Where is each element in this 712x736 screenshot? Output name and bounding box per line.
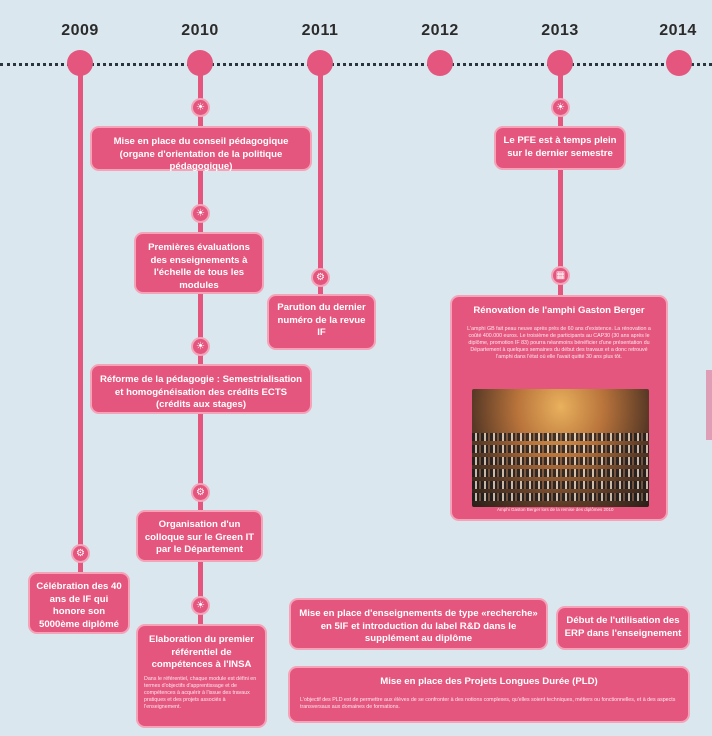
- lightbulb-icon: ☀: [191, 204, 210, 223]
- event-title: Rénovation de l'amphi Gaston Berger: [473, 305, 645, 316]
- gears-icon: ⚙: [191, 483, 210, 502]
- event-reforme-pedagogie: [90, 364, 312, 414]
- timeline-stem-2011: [318, 70, 323, 295]
- amphi-photo: [472, 389, 649, 507]
- year-marker: [666, 50, 692, 76]
- event-title: Parution du dernier numéro de la revue IF: [277, 302, 366, 338]
- event-title: Mise en place du conseil pédagogique (organe d'orientation de la politique pédagogique): [113, 136, 289, 172]
- timeline-stem-2009: [78, 70, 83, 575]
- gears-icon: ⚙: [311, 268, 330, 287]
- event-colloque-green-it: [136, 510, 263, 562]
- event-projets-longue-duree: [288, 666, 690, 723]
- building-icon: ▦: [551, 266, 570, 285]
- event-pfe-temps-plein: [494, 126, 626, 170]
- event-title: Début de l'utilisation des ERP dans l'enseignement: [564, 615, 682, 639]
- event-conseil-pedagogique: [90, 126, 312, 171]
- gears-icon: ⚙: [71, 544, 90, 563]
- event-title: Elaboration du premier référentiel de compétences à l'INSA: [148, 634, 255, 670]
- timeline-axis: [0, 63, 712, 66]
- year-label: 2014: [659, 22, 697, 39]
- year-marker: [427, 50, 453, 76]
- lightbulb-icon: ☀: [191, 596, 210, 615]
- event-title: Premières évaluations des enseignements à l'échelle de tous les modules: [148, 242, 250, 291]
- lightbulb-icon: ☀: [551, 98, 570, 117]
- photo-caption: Amphi Gaston Berger lors de la remise des diplômes 2010: [497, 507, 614, 512]
- event-title: Réforme de la pédagogie : Semestrialisation et homogénéisation des crédits ECTS (crédits aux stages): [99, 374, 303, 410]
- event-description: Dans le référentiel, chaque module est défini en termes d'objectifs d'apprentissage et de compétences à acquérir à l'issue des travaux pratiques et des projets associés à l'enseignement.: [144, 675, 257, 711]
- year-label: 2012: [421, 22, 459, 39]
- event-utilisation-erp: [556, 606, 690, 650]
- event-premieres-evaluations: [134, 232, 264, 294]
- event-renovation-amphi: [450, 295, 668, 521]
- event-enseignements-recherche: [289, 598, 548, 650]
- year-label: 2013: [541, 22, 579, 39]
- year-label: 2011: [301, 22, 339, 39]
- event-description: L'amphi GB fait peau neuve après près de 60 ans d'existence. La rénovation a coûté 400.000 euros. Le troisième de participants au CAP30 (30 ans après le diplôme, promotion IF 83) pourra néanmoins bénéficier d'une présentation du Département à quelques semaines du début des travaux et a donc retrouvé l'amphi dans l'état où elle l'avait quitté 30 ans plus tôt.: [467, 325, 651, 361]
- event-description: L'objectif des PLD est de permettre aux élèves de se confronter à des notions complexes, qu'elles soient techniques, métiers ou fonctionnelles, et à des aspects transversaux aux domaines de formations.: [300, 696, 676, 710]
- lightbulb-icon: ☀: [191, 337, 210, 356]
- event-title: Mise en place des Projets Longues Durée (PLD): [380, 676, 598, 687]
- event-title: Organisation d'un colloque sur le Green IT par le Département: [144, 519, 255, 555]
- lightbulb-icon: ☀: [191, 98, 210, 117]
- year-label: 2010: [181, 22, 219, 39]
- page-edge-tab: [706, 370, 712, 440]
- event-title: Mise en place d'enseignements de type «recherche» en 5IF et introduction du label R&D dans le supplément au diplôme: [299, 608, 538, 644]
- year-label: 2009: [61, 22, 99, 39]
- event-referentiel-competences: [136, 624, 267, 728]
- event-parution-revue: [267, 294, 376, 350]
- event-title: Célébration des 40 ans de IF qui honore son 5000ème diplômé: [36, 581, 122, 630]
- event-title: Le PFE est à temps plein sur le dernier semestre: [503, 135, 617, 159]
- event-celebration-40-ans: [28, 572, 130, 634]
